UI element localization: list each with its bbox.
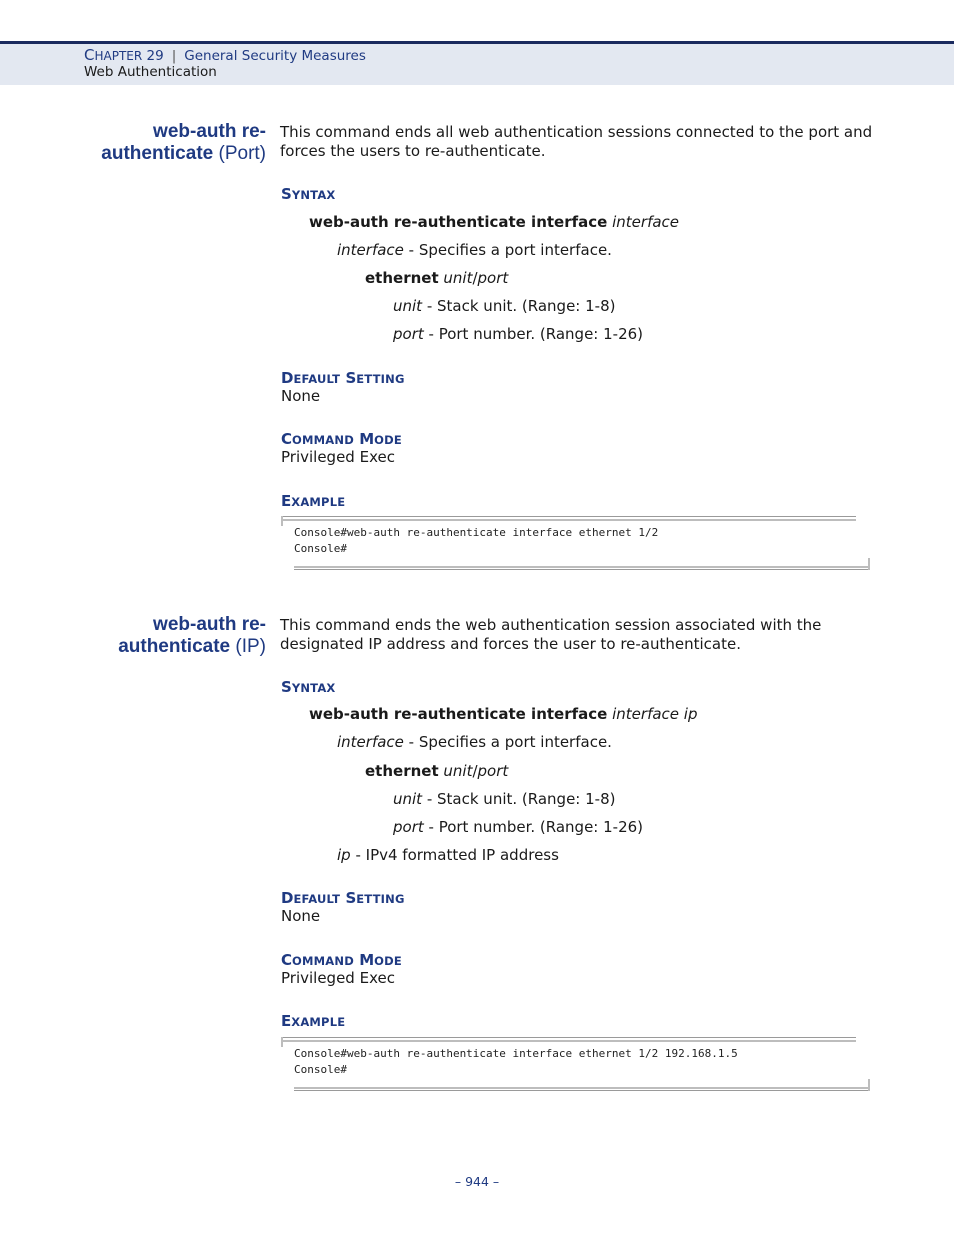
default-setting-heading: DEFAULT SETTING [281, 889, 405, 907]
code-line: Console#web-auth re-authenticate interface ethernet 1/2 192.168.1.5 [294, 1047, 738, 1060]
param-interface: interface - Specifies a port interface. [337, 241, 612, 259]
chapter-label: CHAPTER 29 | General Security Measures [84, 46, 366, 64]
code-line: Console#web-auth re-authenticate interface ethernet 1/2 [294, 526, 659, 539]
param-ethernet: ethernet unit/port [365, 762, 509, 780]
syntax-heading: SYNTAX [281, 678, 336, 696]
command-description: This command ends all web authentication sessions connected to the port and forces the users to re-authenticate. [280, 123, 873, 160]
section-label: Web Authentication [84, 64, 217, 80]
param-ethernet: ethernet unit/port [365, 269, 509, 287]
command-description: This command ends the web authentication session associated with the designated IP address and forces the user to re-authenticate. [280, 616, 822, 653]
example-heading: EXAMPLE [281, 1012, 346, 1030]
code-line: Console# [294, 542, 347, 555]
chapter-title: General Security Measures [184, 48, 366, 64]
param-interface: interface - Specifies a port interface. [337, 733, 612, 751]
syntax-heading: SYNTAX [281, 185, 336, 203]
command-mode-value: Privileged Exec [281, 448, 395, 466]
param-ip: ip - IPv4 formatted IP address [337, 846, 559, 864]
example-heading: EXAMPLE [281, 492, 346, 510]
command-mode-heading: COMMAND MODE [281, 951, 402, 969]
syntax-line: web-auth re-authenticate interface interface [309, 213, 680, 231]
command-title-ip: web-auth re- authenticate (IP) [118, 614, 266, 657]
default-setting-value: None [281, 907, 321, 925]
page-number: – 944 – [454, 1174, 500, 1189]
param-unit: unit - Stack unit. (Range: 1-8) [393, 790, 616, 808]
default-setting-value: None [281, 387, 321, 405]
default-setting-heading: DEFAULT SETTING [281, 369, 405, 387]
param-port: port - Port number. (Range: 1-26) [393, 325, 644, 343]
param-port: port - Port number. (Range: 1-26) [393, 818, 644, 836]
command-mode-value: Privileged Exec [281, 969, 395, 987]
code-line: Console# [294, 1063, 347, 1076]
param-unit: unit - Stack unit. (Range: 1-8) [393, 297, 616, 315]
syntax-line: web-auth re-authenticate interface interface ip [309, 705, 698, 723]
command-mode-heading: COMMAND MODE [281, 430, 402, 448]
command-title-port: web-auth re- authenticate (Port) [101, 121, 266, 164]
code-example [281, 1037, 870, 1091]
code-example [281, 516, 870, 570]
